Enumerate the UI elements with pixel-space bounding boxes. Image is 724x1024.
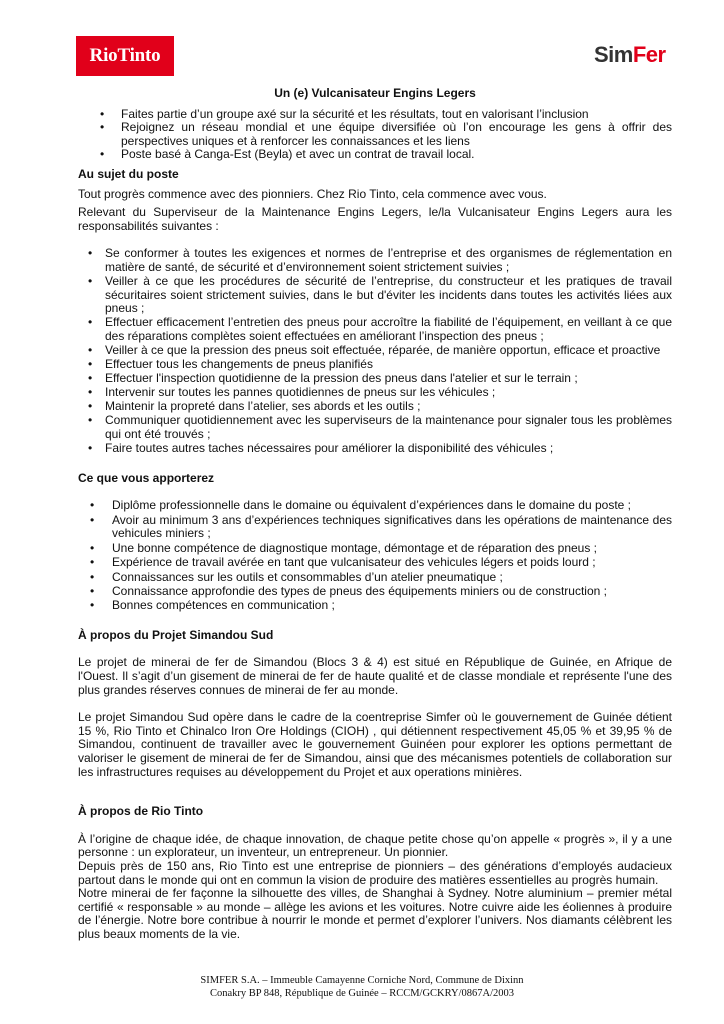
intro-bullet: • Rejoignez un réseau mondial et une équipe diversifiée où l’on encourage les gens à offrir des perspectives uniques et à renforcer les connaissances et les liens	[78, 121, 672, 148]
qualification-item: • Bonnes compétences en communication ;	[78, 599, 672, 613]
simfer-logo-sim: Sim	[594, 42, 633, 67]
responsibility-item: • Communiquer quotidiennement avec les superviseurs de la maintenance pour signaler tous les problèmes qui ont été trouvés ;	[78, 414, 672, 441]
responsibility-item: • Veiller à ce que la pression des pneus soit effectuée, réparée, de manière opportun, efficace et proactive	[78, 344, 672, 358]
job-title: Un (e) Vulcanisateur Engins Legers	[274, 86, 476, 100]
rio-tinto-paragraph-2: Depuis près de 150 ans, Rio Tinto est une entreprise de pionniers – des générations d’employés audacieux partout dans le monde qui ont en commun la vision de produire des matières essentielles au progrès humain.	[78, 859, 672, 887]
simfer-logo	[594, 42, 666, 70]
responsibility-item: • Intervenir sur toutes les pannes quotidiennes de pneus sur les véhicules ;	[78, 386, 672, 400]
footer-address-line-1: SIMFER S.A. – Immeuble Camayenne Corniche Nord, Commune de Dixinn	[200, 975, 524, 986]
section-heading-rio-tinto: À propos de Rio Tinto	[78, 804, 204, 819]
document-body	[78, 87, 672, 942]
section-heading-bring: Ce que vous apporterez	[78, 470, 215, 485]
responsibility-item: • Effectuer efficacement l’entretien des pneus pour accroître la fiabilité de l’équipement, en veillant à ce que des réparations complètes soient effectuées en améliorant l’inspection des pneus ;	[78, 316, 672, 343]
qualification-item: • Une bonne compétence de diagnostique montage, démontage et de réparation des pneus ;	[78, 542, 672, 556]
about-post-paragraph-1: Tout progrès commence avec des pionniers. Chez Rio Tinto, cela commence avec vous.	[78, 186, 547, 201]
responsibility-item: • Maintenir la propreté dans l’atelier, ses abords et les outils ;	[78, 400, 672, 414]
section-heading-about-post: Au sujet du poste	[78, 166, 179, 181]
qualification-item: • Diplôme professionnelle dans le domaine ou équivalent d’expériences dans le domaine du poste ;	[78, 499, 672, 513]
intro-bullet-list	[78, 108, 672, 162]
about-post-paragraph-2: Relevant du Superviseur de la Maintenance Engins Legers, le/la Vulcanisateur Engins Legers aura les responsabilités suivantes :	[78, 205, 672, 233]
rio-tinto-logo	[76, 36, 174, 76]
responsibility-item: • Faire toutes autres taches nécessaires pour améliorer la disponibilité des véhicules ;	[78, 442, 672, 456]
section-heading-simandou: À propos du Projet Simandou Sud	[78, 627, 274, 642]
simandou-paragraph-2: Le projet Simandou Sud opère dans le cadre de la coentreprise Simfer où le gouvernement de Guinée détient 15 %, Rio Tinto et Chinalco Iron Ore Holdings (CIOH) , qui détiennent respectivement 45,05 % et 39,95 % de Simandou, continuent de travailler avec le gouvernement Guinéen pour explorer les options permettant de valoriser le gisement de minerai de fer de Simandou, ainsi que des mécanismes potentiels de collaboration sur les infrastructures requises au développement du Projet et aux operations minières.	[78, 710, 672, 779]
qualifications-list	[78, 499, 672, 613]
qualification-item: • Avoir au minimum 3 ans d’expériences techniques significatives dans les opérations de maintenance des vehicules miniers ;	[78, 514, 672, 541]
responsibilities-list	[78, 247, 672, 455]
responsibility-item: • Effectuer l'inspection quotidienne de la pression des pneus dans l'atelier et sur le terrain ;	[78, 372, 672, 386]
responsibility-item: • Se conformer à toutes les exigences et normes de l’entreprise et des organismes de réglementation en matière de santé, de sécurité et d’environnement soient strictement suivies ;	[78, 247, 672, 274]
intro-bullet: • Faites partie d’un groupe axé sur la sécurité et les résultats, tout en valorisant l’inclusion	[78, 108, 672, 122]
qualification-item: • Connaissances sur les outils et consommables d’un atelier pneumatique ;	[78, 571, 672, 585]
rio-tinto-paragraph-1: À l’origine de chaque idée, de chaque innovation, de chaque petite chose qu’on appelle « progrès », il y a une personne : un explorateur, un inventeur, un entrepreneur. Un pionnier.	[78, 831, 672, 860]
simandou-paragraph-1: Le projet de minerai de fer de Simandou (Blocs 3 & 4) est situé en République de Guinée, en Afrique de l'Ouest. Il s’agit d’un gisement de minerai de fer de haute qualité et de classe mondiale et représente l'une des plus grandes réserves connues de minerai de fer au monde.	[78, 655, 672, 697]
qualification-item: • Connaissance approfondie des types de pneus des équipements miniers ou de construction ;	[78, 585, 672, 599]
footer-address-line-2: Conakry BP 848, République de Guinée – RCCM/GCKRY/0867A/2003	[209, 988, 515, 999]
intro-bullet: • Poste basé à Canga-Est (Beyla) et avec un contrat de travail local.	[78, 148, 672, 162]
rio-tinto-logo-text: RioTinto	[89, 45, 161, 66]
responsibility-item: • Veiller à ce que les procédures de sécurité de l’entreprise, du constructeur et les pratiques de travail sécuritaires soient strictement suivies, dans le but d'éviter les incidents dans toutes les activités liées aux pneus ;	[78, 275, 672, 316]
page-footer	[0, 974, 724, 1000]
simfer-logo-fer: Fer	[632, 42, 666, 67]
rio-tinto-paragraph-3: Notre minerai de fer façonne la silhouette des villes, de Shanghai à Sydney. Notre aluminium – premier métal certifié « responsable » au monde – allège les avions et les voitures. Notre cuivre aide les éoliennes à produire de l’énergie. Notre bore contribue à nourrir le monde et permet d’explorer l’univers. Nos diamants célèbrent les plus beaux moments de la vie.	[78, 886, 672, 941]
qualification-item: • Expérience de travail avérée en tant que vulcanisateur des vehicules légers et poids lourd ;	[78, 556, 672, 570]
responsibility-item: • Effectuer tous les changements de pneus planifiés	[78, 358, 672, 372]
